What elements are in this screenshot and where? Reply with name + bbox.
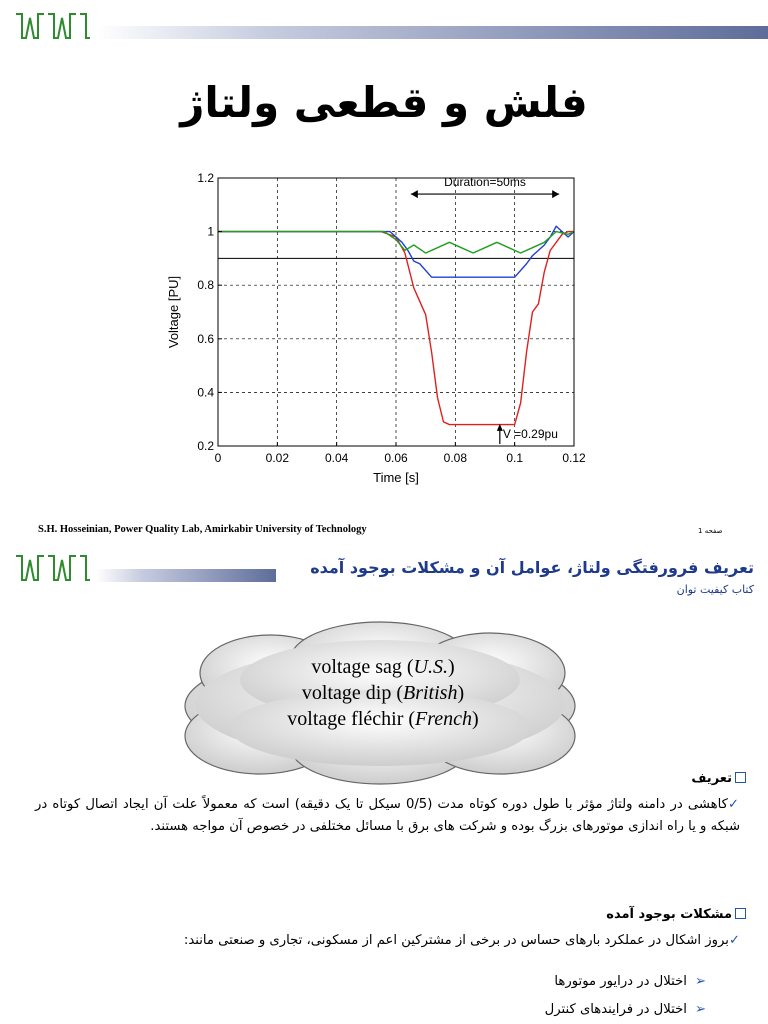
x-tick-label: 0 <box>214 451 222 465</box>
slide-2 <box>0 540 768 1024</box>
x-tick-label: 0.1 <box>506 451 524 465</box>
arrow-bullet-icon: ➢ <box>694 974 706 989</box>
min-voltage-label: V =0.29pu <box>502 426 558 441</box>
x-tick-label: 0.06 <box>384 451 408 465</box>
slide-subtitle: کتاب کیفیت توان <box>676 583 754 596</box>
waveform-logo-icon <box>12 550 94 588</box>
header-decoration-bar <box>96 569 276 582</box>
duration-arrowhead-left <box>411 190 418 198</box>
cloud-line-us: voltage sag (U.S.) <box>311 656 455 678</box>
x-axis-label: Time [s] <box>373 470 419 485</box>
x-tick-label: 0.04 <box>324 451 349 465</box>
cloud-line-french: voltage fléchir (French) <box>287 708 479 730</box>
arrow-bullet-icon: ➢ <box>694 1002 706 1017</box>
y-tick-label: 1.2 <box>197 171 214 185</box>
check-icon: ✓ <box>728 933 740 948</box>
y-tick-label: 0.2 <box>197 439 214 453</box>
cloud-line-british: voltage dip (British) <box>301 682 465 704</box>
x-tick-label: 0.02 <box>265 451 290 465</box>
y-tick-label: 1 <box>207 224 214 239</box>
header-decoration-bar <box>96 26 768 39</box>
footer-credit: S.H. Hosseinian, Power Quality Lab, Amirkabir University of Technology <box>38 524 367 535</box>
definition-heading: تعریف <box>691 771 746 786</box>
problems-paragraph: ✓بروز اشکال در عملکرد بارهای حساس در برخی از مشترکین اعم از مسکونی، تجاری و صنعتی مانند: <box>183 933 740 948</box>
x-tick-label: 0.12 <box>562 451 586 465</box>
definition-paragraph: ✓کاهشی در دامنه ولتاژ مؤثر با طول دوره کوتاه مدت (0/5 سیکل تا یک دقیقه) است که معمولاً علت آن ایجاد اتصال کوتاه در شبکه و یا راه اندازی موتورهای بزرگ بوده و شرکت های برق با مسائل مختلفی در خصوص آن مواجه هستند. <box>35 797 740 834</box>
waveform-logo-icon <box>12 8 94 46</box>
problem-item: ➢اختلال در فرایندهای کنترل <box>544 1002 706 1017</box>
y-axis-label: Voltage [PU] <box>166 275 181 349</box>
voltage-sag-chart <box>150 166 610 496</box>
page-number: صفحه 1 <box>698 527 723 535</box>
slide-title: فلش و قطعی ولتاژ <box>180 78 588 127</box>
x-tick-label: 0.08 <box>443 451 468 465</box>
y-tick-label: 0.8 <box>197 278 214 293</box>
duration-label: Duration=50ms <box>444 175 526 190</box>
slide-title: تعریف فرورفتگی ولتاژ، عوامل آن و مشکلات بوجود آمده <box>310 558 754 577</box>
y-tick-label: 0.6 <box>197 331 214 346</box>
y-tick-label: 0.4 <box>197 385 214 400</box>
checkbox-bullet-icon <box>735 908 746 919</box>
check-icon: ✓ <box>727 797 740 812</box>
duration-arrowhead-right <box>552 190 559 198</box>
problem-item: ➢اختلال در درایور موتورها <box>554 974 706 989</box>
cloud-text <box>188 654 578 732</box>
checkbox-bullet-icon <box>735 772 746 783</box>
problems-heading: مشکلات بوجود آمده <box>606 907 746 922</box>
